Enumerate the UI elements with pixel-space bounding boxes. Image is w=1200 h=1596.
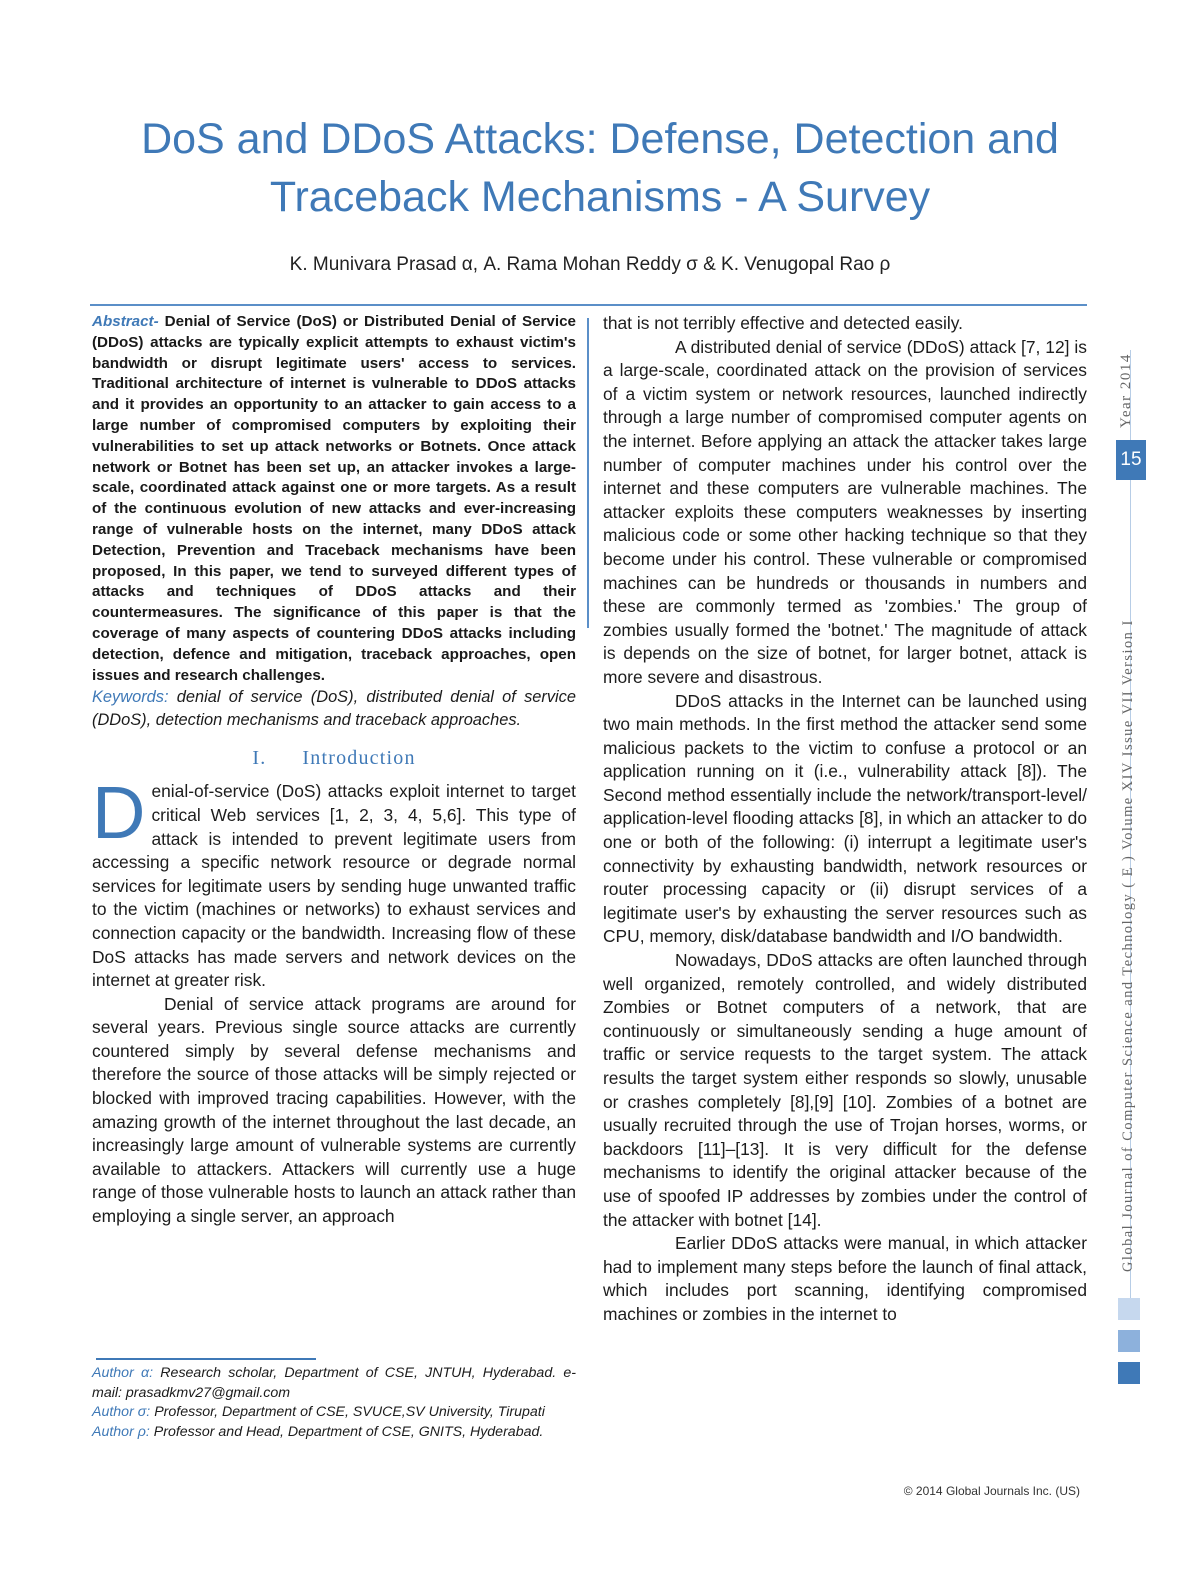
right-paragraph-0: that is not terribly effective and detected easily. — [603, 313, 963, 333]
left-column — [92, 312, 576, 1229]
right-paragraph-2: DDoS attacks in the Internet can be launched using two main methods. In the first method the attacker send some malicious packets to the victim to confuse a protocol or an application running on it (i.e., vulnerability attack [8]). The Second method essentially include the network/transport-level/ application-level flooding attacks [8], in which an attacker to do one or both of the following: (i) interrupt a legitimate user's connectivity by exhausting bandwidth, network resources or router processing capacity or (ii) disrupt services of a legitimate user's by exhausting the server resources such as CPU, memory, disk/database bandwidth and I/O bandwidth. — [603, 690, 1087, 947]
copyright-notice: © 2014 Global Journals Inc. (US) — [903, 1484, 1080, 1498]
keywords-label: Keywords: — [92, 688, 169, 707]
footnote-3 — [92, 1423, 576, 1443]
drop-cap: D — [92, 771, 146, 855]
side-year-text: Year 2014 — [1118, 353, 1134, 428]
footnote-2-text: Professor, Department of CSE, SVUCE,SV University, Tirupati — [150, 1404, 545, 1421]
abstract — [92, 312, 576, 686]
section-heading — [92, 747, 576, 771]
decor-square-medium — [1118, 1330, 1140, 1352]
footnote-1 — [92, 1364, 576, 1403]
right-paragraph-4: Earlier DDoS attacks were manual, in which attacker had to implement many steps before the launch of final attack, which includes port scanning, identifying compromised machines or zombies in the internet to — [603, 1233, 1087, 1324]
footnote-rule — [96, 1358, 316, 1360]
header-rule — [90, 304, 1087, 306]
intro-paragraph-1-text: enial-of-service (DoS) attacks exploit internet to target critical Web services [1, 2, 3, 4, 5,6]. This type of attack is intended to prevent legitimate users from accessing a specific network resource or degrade normal services for legitimate users by sending huge unwanted traffic to the victim (machines or networks) to exhaust services and connection capacity or the bandwidth. Increasing flow of these DoS attacks has made servers and network devices on the internet at greater risk. — [92, 781, 576, 991]
right-paragraph-1: A distributed denial of service (DDoS) attack [7, 12] is a large-scale, coordinated attack on the provision of services of a victim system or network resources, launched indirectly through a large number of compromised computer agents on the internet. Before applying an attack the attacker takes large number of computer machines under his control over the internet and these computers are vulnerable machines. The attacker exploits these computers weaknesses by inserting malicious code or some other hacking technique so that they become under his control. These vulnerable or compromised machines can be hundreds or thousands in numbers and these are commonly termed as 'zombies.' The group of zombies usually formed the 'botnet.' The magnitude of attack is depends on the size of botnet, for larger botnet, attack is more severe and disastrous. — [603, 336, 1087, 687]
intro-paragraph-1 — [92, 771, 576, 992]
footnote-2-label: Author σ: — [92, 1404, 151, 1421]
abstract-label: Abstract- — [92, 313, 159, 330]
abstract-text: Denial of Service (DoS) or Distributed Denial of Service (DDoS) attacks are typically explicit attempts to exhaust victim's bandwidth or disrupt legitimate users' access to services. Traditional architecture of internet is vulnerable to DDoS attacks and it provides an opportunity to an attacker to gain access to a large number of compromised computers by exploiting their vulnerabilities to set up attack networks or Botnets. Once attack network or Botnet has been set up, an attacker invokes a large-scale, coordinated attack against one or more targets. As a result of the continuous evolution of new attacks and ever-increasing range of vulnerable hosts on the internet, many DDoS attack Detection, Prevention and Traceback mechanisms have been proposed, In this paper, we tend to surveyed different types of attacks and techniques of DDoS attacks and their countermeasures. The significance of this paper is that the coverage of many aspects of countering DDoS attacks including detection, defence and mitigation, traceback approaches, open issues and research challenges. — [92, 313, 576, 684]
side-journal-text: Global Journal of Computer Science and Technology ( E ) Volume XIV Issue VII Version I — [1120, 619, 1136, 1272]
side-journal — [1112, 492, 1152, 1292]
right-paragraph-3: Nowadays, DDoS attacks are often launched through well organized, remotely controlled, and widely distributed Zombies or Botnet computers of a network, that are continuously or simultaneously sending a huge amount of traffic or service requests to the target system. The attack results the target system either responds so slowly, unusable or crashes completely [8],[9] [10]. Zombies of a botnet are usually recruited through the use of Trojan horses, worms, or backdoors [11]–[13]. It is very difficult for the defense mechanisms to identify the original attacker because of the use of spoofed IP addresses by zombies under the control of the attacker with botnet [14]. — [603, 950, 1087, 1230]
side-year — [1110, 340, 1150, 430]
keywords-text: denial of service (DoS), distributed denial of service (DDoS), detection mechanisms and traceback approaches. — [92, 688, 576, 729]
footnote-2 — [92, 1403, 576, 1423]
title-line-1: DoS and DDoS Attacks: Defense, Detection and — [141, 115, 1059, 163]
intro-paragraph-2: Denial of service attack programs are around for several years. Previous single source attacks are currently countered simply by several defense mechanisms and therefore the source of those attacks will be simply rejected or blocked with improved tracing capabilities. However, with the amazing growth of the internet throughout the last decade, an increasingly large amount of vulnerable systems are currently available to attackers. Attackers will currently use a huge range of those vulnerable hosts to launch an attack rather than employing a single server, an approach — [92, 993, 576, 1227]
keywords — [92, 686, 576, 730]
footnotes — [92, 1364, 576, 1442]
author-list: K. Munivara Prasad α, A. Rama Mohan Reddy σ & K. Venugopal Rao ρ — [289, 254, 891, 275]
right-column — [603, 312, 1087, 1327]
page-number: 15 — [1116, 440, 1146, 480]
footnote-3-label: Author ρ: — [92, 1423, 150, 1440]
section-number: I. — [252, 746, 267, 769]
footnote-3-text: Professor and Head, Department of CSE, GNITS, Hyderabad. — [149, 1423, 544, 1440]
abstract-divider — [587, 318, 589, 628]
title-line-2: Traceback Mechanisms - A Survey — [269, 173, 931, 221]
section-title: Introduction — [302, 746, 416, 769]
footnote-1-text: Research scholar, Department of CSE, JNTUH, Hyderabad. e-mail: prasadkmv27@gmail.com — [92, 1365, 577, 1401]
decor-square-dark — [1118, 1362, 1140, 1384]
paper-title — [60, 110, 1140, 226]
decor-square-light — [1118, 1298, 1140, 1320]
footnote-1-label: Author α: — [92, 1365, 154, 1381]
